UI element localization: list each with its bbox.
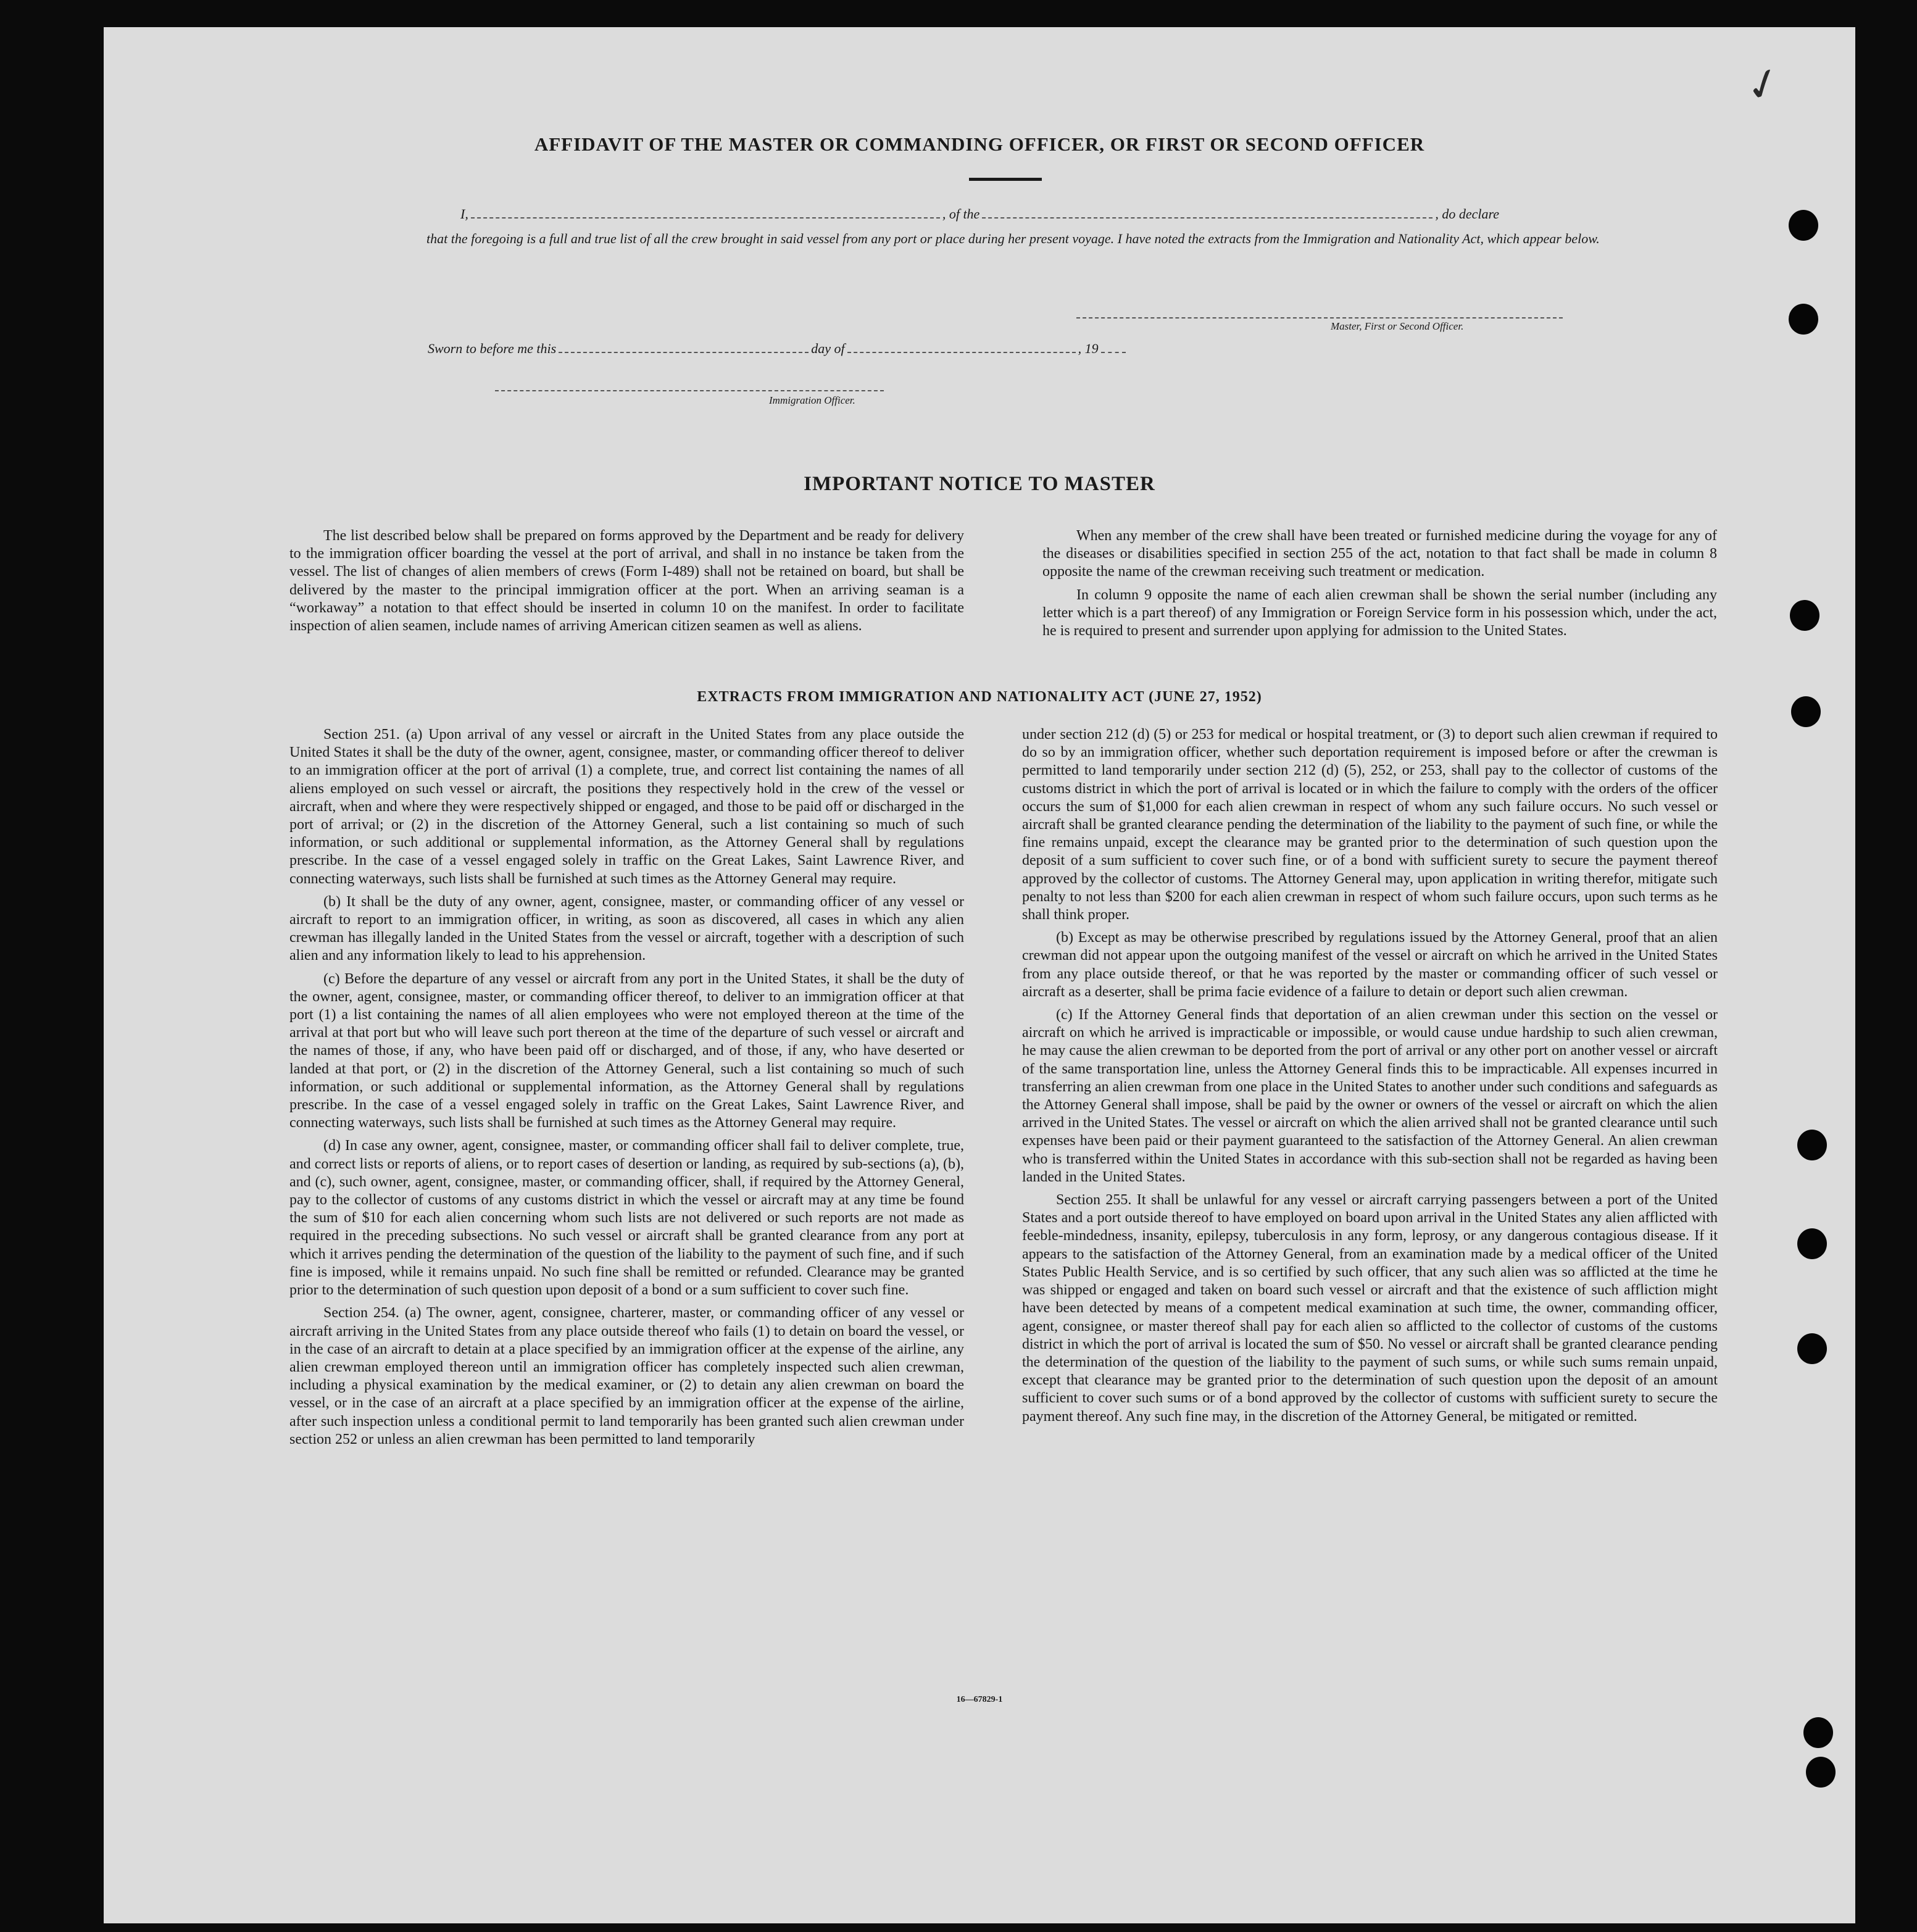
punch-hole — [1797, 1228, 1827, 1259]
do-declare-label: , do declare — [1435, 206, 1499, 222]
sworn-month-blank[interactable] — [847, 349, 1076, 353]
master-signature-line[interactable] — [1076, 317, 1563, 319]
notice-paragraph: In column 9 opposite the name of each alien crewman shall be shown the serial number (including any letter which is a part thereof) of any Immigration or Foreign Service form in his possession which, under the act, he is required to present and surrender upon applying for admission to the United States. — [1042, 586, 1717, 639]
punch-hole — [1797, 1333, 1827, 1364]
master-caption: Master, First or Second Officer. — [1331, 320, 1464, 332]
immigration-signature-line[interactable] — [495, 390, 884, 391]
check-mark-annotation: ✓ — [1739, 57, 1789, 114]
notice-left-column — [289, 527, 964, 640]
sworn-day-blank[interactable] — [559, 349, 809, 353]
document-page — [104, 27, 1855, 1923]
notice-title: IMPORTANT NOTICE TO MASTER — [804, 473, 1155, 495]
affidavit-declaration-line — [460, 206, 1499, 222]
section-paragraph: (b) It shall be the duty of any owner, agent, consignee, master, or commanding officer of any vessel or aircraft to report to an immigration officer, in writing, as soon as discovered, all cases in which any alien crewman has illegally landed in the United States from the vessel or aircraft, together with a description of such alien and any information likely to lead to his apprehension. — [289, 893, 964, 964]
punch-hole — [1803, 1717, 1833, 1748]
title-rule — [969, 178, 1042, 181]
punch-hole — [1789, 304, 1818, 335]
sworn-year-blank[interactable] — [1101, 349, 1126, 353]
punch-hole — [1789, 210, 1818, 241]
notice-paragraph: When any member of the crew shall have been treated or furnished medicine during the voyage for any of the diseases or disabilities specified in section 255 of the act, notation to that fact shall be made in column 8 opposite the name of the crewman receiving such treatment or medication. — [1042, 528, 1717, 580]
notice-right-column — [1042, 527, 1717, 645]
day-of-label: day of — [811, 341, 845, 356]
vessel-blank[interactable] — [982, 215, 1433, 219]
name-blank[interactable] — [471, 215, 940, 219]
section-paragraph: (c) Before the departure of any vessel or aircraft from any port in the United States, it shall be the duty of the owner, agent, consignee, master, or commanding officer thereof, to deliver to an immigration officer at that port (1) a list containing the names of all alien employees who were not employed thereon at the time of the arrival at that port but who will leave such port thereon at the time of the departure of such vessel or aircraft and the names of those, if any, who have been paid off or discharged, and of those, if any, who have deserted or landed at that port, or (2) in the discretion of the Attorney General, such a list containing so much of such information, or such additional or supplemental information, as the Attorney General shall by regulations prescribe. In the case of a vessel engaged solely in traffic on the Great Lakes, Saint Lawrence River, and connecting waterways, such lists shall be furnished at such times as the Attorney General may require. — [289, 970, 964, 1131]
extracts-right-column — [1022, 726, 1718, 1431]
of-the-label: , of the — [942, 206, 980, 222]
section-paragraph: Section 251. (a) Upon arrival of any vessel or aircraft in the United States from any place outside the United States it shall be the duty of the owner, agent, consignee, master, or commanding officer thereof to deliver to an immigration officer at the port of arrival (1) a complete, true, and correct list containing the names of all aliens employed on such vessel or aircraft, the positions they respectively hold in the crew of the vessel or aircraft, when and where they were respectively shipped or engaged, and those to be paid off or discharged in the port of arrival; or (2) in the discretion of the Attorney General, such a list containing so much of such information, or such additional or supplemental information, as the Attorney General shall by regulations prescribe. In the case of a vessel engaged solely in traffic on the Great Lakes, Saint Lawrence River, and connecting waterways, such lists shall be furnished at such times as the Attorney General may require. — [289, 727, 964, 887]
section-paragraph: Section 254. (a) The owner, agent, consignee, charterer, master, or commanding officer of any vessel or aircraft arriving in the United States from any place outside thereof who fails (1) to detain on board the vessel, or in the case of an aircraft to detain at a place specified by an immigration officer at the expense of the airline, any alien crewman employed thereon until an immigration officer has completely inspected such alien crewman, including a physical examination by the medical examiner, or (2) to detain any alien crewman on board the vessel, or in the case of an aircraft at a place specified by an immigration officer at the expense of the airline, after such inspection unless a conditional permit to land temporarily has been granted such alien crewman under section 252 or unless an alien crewman has been permitted to land temporarily — [289, 1305, 964, 1447]
year-label: , 19 — [1078, 341, 1099, 356]
punch-hole — [1790, 600, 1819, 631]
immigration-caption: Immigration Officer. — [769, 394, 855, 406]
sworn-label: Sworn to before me this — [428, 341, 557, 356]
section-paragraph: under section 212 (d) (5) or 253 for medical or hospital treatment, or (3) to deport such alien crewman if required to do so by an immigration officer, whether such deportation requirement is imposed before or after the crewman is permitted to land temporarily under section 212 (d) (5), 252, or 253, shall pay to the collector of customs of the customs district in which the port of arrival is located or in which the failure to comply with the orders of the officer occurs the sum of $1,000 for each alien crewman in respect of whom any such failure occurs. No such vessel or aircraft shall be granted clearance pending the determination of the liability to the payment of such fine, or while the fine remains unpaid, except the clearance may be granted prior to the determination of such question upon the deposit of a sum sufficient to cover such fine, or of a bond with sufficient surety to secure the payment thereof approved by the collector of customs. The Attorney General may, upon application in writing therefor, mitigate such penalty to not less than $200 for each alien crewman in respect of whom such failure occurs, upon such terms as he shall think proper. — [1022, 727, 1718, 923]
extracts-left-column — [289, 726, 964, 1454]
affidavit-statement: that the foregoing is a full and true list of all the crew brought in said vessel from any port or place during her present voyage. I have noted the extracts from the Immigration and Nationality Act, which appear below. — [426, 231, 1600, 246]
section-paragraph: (c) If the Attorney General finds that deportation of an alien crewman under this section on the vessel or aircraft on which he arrived is impracticable or impossible, or would cause undue hardship to such alien crewman, he may cause the alien crewman to be deported from the port of arrival or any other port on another vessel or aircraft of the same transportation line, unless the Attorney General finds this to be impracticable. All expenses incurred in transferring an alien crewman from one place in the United States to another under such conditions and safeguards as the Attorney General shall impose, shall be paid by the owner or owners of the vessel or aircraft on which the alien arrived in the United States. The vessel or aircraft on which the alien arrived shall not be granted clearance until such expenses have been paid or their payment guaranteed to the satisfaction of the Attorney General. An alien crewman who is transferred within the United States in accordance with this sub-section shall not be regarded as having been landed in the United States. — [1022, 1007, 1718, 1185]
punch-hole — [1797, 1130, 1827, 1160]
sworn-line — [428, 341, 1128, 357]
section-paragraph: (d) In case any owner, agent, consignee, master, or commanding officer shall fail to deliver complete, true, and correct lists or reports of aliens, or to report cases of desertion or landing, as required by sub-sections (a), (b), and (c), such owner, agent, consignee, master, or commanding officer, shall, if required by the Attorney General, pay to the collector of customs of any customs district in which the vessel or aircraft may at any time be found the sum of $10 for each alien concerning whom such lists are not delivered or such reports are not made as required in the preceding subsections. No such vessel or aircraft shall be granted clearance from any port at which it arrives pending the determination of the question of the liability to the payment of such fine, and if such fine is imposed, while it remains unpaid. No such fine shall be remitted or refunded. Clearance may be granted prior to the determination of such question upon deposit of a bond or a sum sufficient to cover such fine. — [289, 1138, 964, 1299]
section-paragraph: (b) Except as may be otherwise prescribed by regulations issued by the Attorney General, proof that an alien crewman did not appear upon the outgoing manifest of the vessel or aircraft on which he arrived in the United States from any place outside thereof, or that he was reported by the master or commanding officer of such vessel or aircraft as a deserter, shall be prima facie evidence of a failure to detain or deport such alien crewman. — [1022, 930, 1718, 1000]
section-paragraph: Section 255. It shall be unlawful for any vessel or aircraft carrying passengers between a port of the United States and a port outside thereof to have employed on board upon arrival in the United States any alien afflicted with feeble-mindedness, insanity, epilepsy, tuberculosis in any form, leprosy, or any dangerous contagious disease. If it appears to the satisfaction of the Attorney General, from an examination made by a medical officer of the United States Public Health Service, and is so certified by such officer, that any such alien was so afflicted at the time he was shipped or engaged and taken on board such vessel or aircraft and that the existence of such affliction might have been detected by means of a competent medical examination at such time, the owner, commanding officer, agent, consignee, or master thereof shall pay for each alien so afflicted to the collector of customs of the customs district in which the port of arrival is located the sum of $50. No vessel or aircraft shall be granted clearance pending the determination of the question of the liability to the payment of such sums, or while such sums remain unpaid, except that clearance may be granted prior to the determination of such question upon the deposit of an amount sufficient to cover such sums or of a bond approved by the collector of customs with sufficient surety to secure the payment thereof. Any such fine may, in the discretion of the Attorney General, be mitigated or remitted. — [1022, 1192, 1718, 1425]
affidavit-title: AFFIDAVIT OF THE MASTER OR COMMANDING OFFICER, OR FIRST OR SECOND OFFICER — [534, 133, 1425, 155]
form-number: 16—67829-1 — [956, 1695, 1003, 1704]
notice-paragraph: The list described below shall be prepared on forms approved by the Department and be ready for delivery to the immigration officer boarding the vessel at the port of arrival, and shall in no instance be taken from the vessel. The list of changes of alien members of crews (Form I-489) shall not be retained on board, but shall be delivered by the master to the principal immigration officer at the port. When an arriving seaman is a “workaway” a notation to that effect should be inserted in column 10 on the manifest. In order to facilitate inspection of alien seamen, include names of arriving American citizen seamen as well as aliens. — [289, 528, 964, 635]
extracts-title: EXTRACTS FROM IMMIGRATION AND NATIONALITY ACT (JUNE 27, 1952) — [697, 689, 1262, 705]
i-label: I, — [460, 206, 468, 222]
punch-hole — [1806, 1757, 1836, 1788]
punch-hole — [1791, 696, 1821, 727]
